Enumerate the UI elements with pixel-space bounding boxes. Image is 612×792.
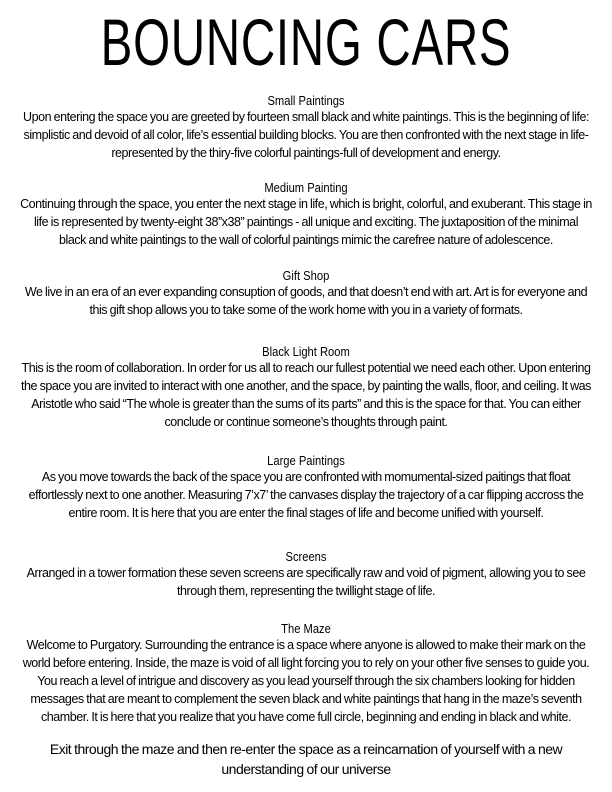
- section-body: We live in an era of an ever expanding consuption of goods, and that doesn’t end with art. Art is for everyone and this gift shop allows you to take some of the work home with you in a variety of formats.: [24, 285, 588, 317]
- section-body: As you move towards the back of the space you are confronted with momumental-sized paitings that float effortlessly next to one another. Measuring 7’x7’ the canvases display the trajectory of a car flipping accross the entire room. It is here that you are enter the final stages of life and become unified with yourself.: [28, 470, 584, 520]
- section-body: This is the room of collaboration. In order for us all to reach our fullest potential we need each other. Upon entering the space you are invited to interact with one another, and the space, by painting the walls, floor, and ceiling. It was Aristotle who said “The whole is greater than the sums of its parts” and this is the space for that. You can either conclude or continue someone’s thoughts through paint.: [21, 361, 591, 429]
- section-body: Welcome to Purgatory. Surrounding the entrance is a space where anyone is allowed to make their mark on the world before entering. Inside, the maze is void of all light forcing you to rely on your other five senses to guide you. You reach a level of intrigue and discovery as you lead yourself through the six chambers looking for hidden messages that are meant to complement the seven black and white paintings that hang in the maze’s seventh chamber. It is here that you realize that you have come full circle, beginning and ending in black and white.: [22, 638, 590, 724]
- section-body: Upon entering the space you are greeted by fourteen small black and white paintings. This is the beginning of life: simplistic and devoid of all color, life’s essential building blocks. You are then confronted with the next stage in life-represented by the thiry-five colorful paintings-full of development and energy.: [23, 110, 589, 160]
- section-small-paintings: [20, 93, 592, 162]
- section-heading: Large Paintings: [267, 453, 345, 468]
- section-medium-painting: [20, 180, 592, 249]
- section-heading: Small Paintings: [267, 93, 345, 108]
- section-screens: [20, 549, 592, 600]
- section-heading: The Maze: [281, 621, 331, 636]
- section-heading: Black Light Room: [262, 344, 350, 359]
- section-heading: Screens: [285, 549, 327, 564]
- page-title: BOUNCING CARS: [100, 5, 512, 79]
- section-heading: Gift Shop: [282, 268, 330, 283]
- section-body: Continuing through the space, you enter the next stage in life, which is bright, colorful, and exuberant. This stage in life is represented by twenty-eight 38”x38” paintings - all unique and exciting. The juxtaposition of the minimal black and white paintings to the wall of colorful paintings mimic the carefree nature of adolescence.: [20, 197, 592, 247]
- section-heading: Medium Painting: [264, 180, 348, 195]
- section-the-maze: [20, 621, 592, 726]
- section-large-paintings: [20, 453, 592, 522]
- closing-statement: Exit through the maze and then re-enter the space as a reincarnation of yourself with a new understanding of our universe: [49, 741, 563, 777]
- section-gift-shop: [20, 268, 592, 319]
- section-body: Arranged in a tower formation these seven screens are specifically raw and void of pigment, allowing you to see through them, representing the twillight stage of life.: [26, 566, 586, 598]
- section-black-light-room: [20, 344, 592, 431]
